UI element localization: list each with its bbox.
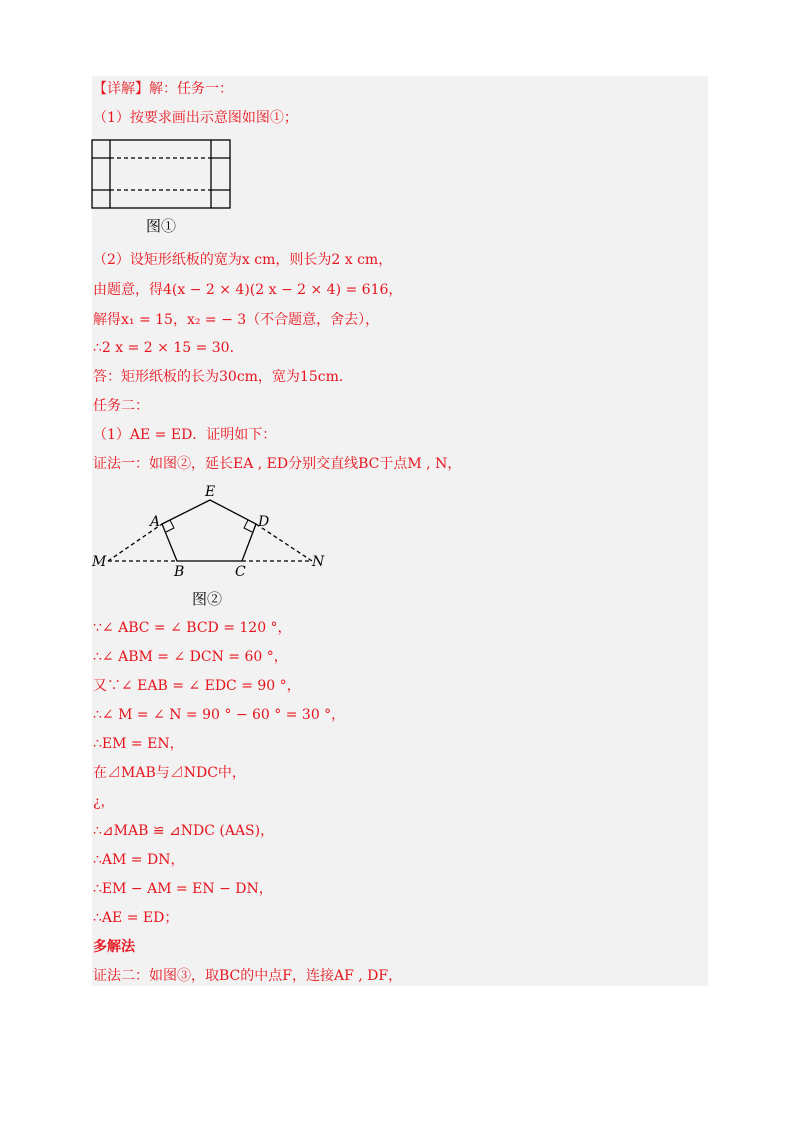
equation-setup: 由题意，得4(x − 2 × 4)(2 x − 2 × 4) = 616，: [93, 282, 403, 298]
figure-1-caption: 图①: [146, 217, 177, 235]
proof-line-1: ∵∠ ABC = ∠ BCD = 120 °，: [93, 620, 292, 636]
task1-step2: （2）设矩形纸板的宽为x cm，则长为2 x cm，: [93, 252, 393, 268]
proof-line-2: ∴∠ ABM = ∠ DCN = 60 °，: [93, 649, 288, 665]
label-A: A: [150, 514, 161, 530]
multi-method-label: 多解法: [93, 939, 135, 955]
proof-line-7: ¿，: [93, 794, 115, 810]
task2-heading: 任务二：: [93, 398, 149, 414]
heading-detail: 【详解】解：任务一：: [93, 81, 233, 97]
label-C: C: [235, 564, 246, 580]
label-D: D: [258, 514, 270, 530]
proof-line-6: 在⊿MAB与⊿NDC中，: [93, 765, 246, 781]
proof-line-3: 又∵∠ EAB = ∠ EDC = 90 °，: [93, 678, 301, 694]
task2-claim: （1）AE = ED．证明如下：: [93, 427, 277, 443]
figure-1: [90, 138, 234, 212]
proof-line-10: ∴EM − AM = EN − DN，: [93, 881, 273, 897]
label-M: M: [92, 554, 107, 570]
proof1-intro: 证法一：如图②，延长EA , ED分别交直线BC于点M , N，: [93, 456, 462, 472]
proof-line-8: ∴⊿MAB ≌ ⊿NDC (AAS)，: [93, 823, 275, 839]
proof2-intro: 证法二：如图③，取BC的中点F，连接AF , DF，: [93, 968, 403, 984]
proof-line-9: ∴AM = DN，: [93, 852, 185, 868]
figure-2-caption: 图②: [192, 590, 223, 608]
label-N: N: [312, 554, 325, 570]
length-result: ∴2 x = 2 × 15 = 30．: [93, 340, 244, 356]
proof-line-5: ∴EM = EN，: [93, 736, 184, 752]
label-B: B: [174, 564, 185, 580]
answer-line: 答：矩形纸板的长为30cm，宽为15cm．: [93, 369, 353, 385]
proof-line-11: ∴AE = ED；: [93, 910, 179, 926]
figure-2: [88, 482, 332, 580]
task1-step1: （1）按要求画出示意图如图①；: [93, 110, 298, 126]
equation-solution: 解得x₁ = 15，x₂ = − 3（不合题意，舍去），: [93, 312, 380, 328]
label-E: E: [205, 484, 216, 500]
proof-line-4: ∴∠ M = ∠ N = 90 ° − 60 ° = 30 °，: [93, 707, 346, 723]
